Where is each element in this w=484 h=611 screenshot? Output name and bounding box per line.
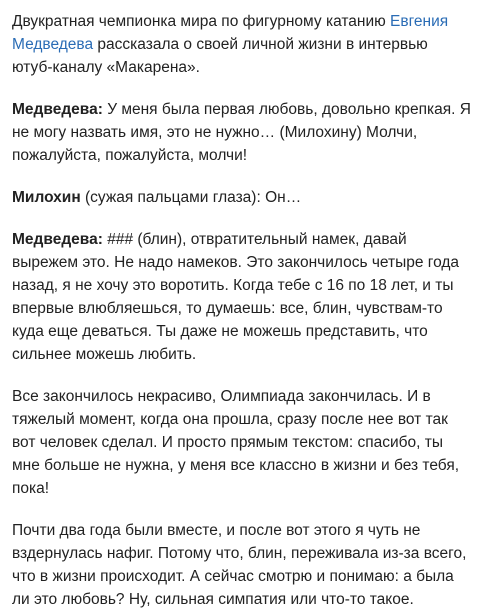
intro-paragraph [12, 10, 472, 79]
speaker-name: Медведева: [12, 101, 103, 118]
quote-paragraph-4: Все закончилось некрасиво, Олимпиада закончилась. И в тяжелый момент, когда она прошла, сразу после нее вот так вот человек сделал. И просто прямым текстом: спасибо, ты мне больше не нужна, у меня все классно в жизни и без тебя, пока! [12, 388, 460, 497]
quote-text: У меня была первая любовь, довольно крепкая. Я не могу назвать имя, это не нужно… (Милохину) Молчи, пожалуйста, пожалуйста, молчи! [12, 101, 471, 164]
intro-text-after: рассказала о своей личной жизни в интервью ютуб-каналу «Макарена». [12, 36, 428, 76]
speaker-name: Милохин [12, 189, 81, 206]
quote-paragraph-1 [12, 98, 472, 167]
quote-paragraph-3 [12, 228, 472, 366]
speaker-name: Медведева: [12, 231, 103, 248]
quote-text: (сужая пальцами глаза): Он… [80, 189, 302, 206]
quote-text: ### (блин), отвратительный намек, давай вырежем это. Не надо намеков. Это закончилось четыре года назад, я не хочу это воротить. Когда тебе с 16 по 18 лет, и ты впервые влюбляешься, то думаешь: все, блин, чувствам-то куда еще деваться. Ты даже не можешь представить, что сильнее можешь любить. [12, 231, 460, 363]
quote-paragraph-5: Почти два года были вместе, и после вот этого я чуть не вздернулась нафиг. Потому что, блин, переживала из-за всего, что в жизни происходит. А сейчас смотрю и понимаю: а была ли это любовь? Ну, сильная симпатия или что-то такое. [12, 522, 467, 608]
person-link-evgenia-medvedeva[interactable]: Евгения Медведева [12, 13, 449, 53]
quote-paragraph-2 [12, 186, 472, 209]
intro-text-before: Двукратная чемпионка мира по фигурному катанию [12, 13, 391, 30]
